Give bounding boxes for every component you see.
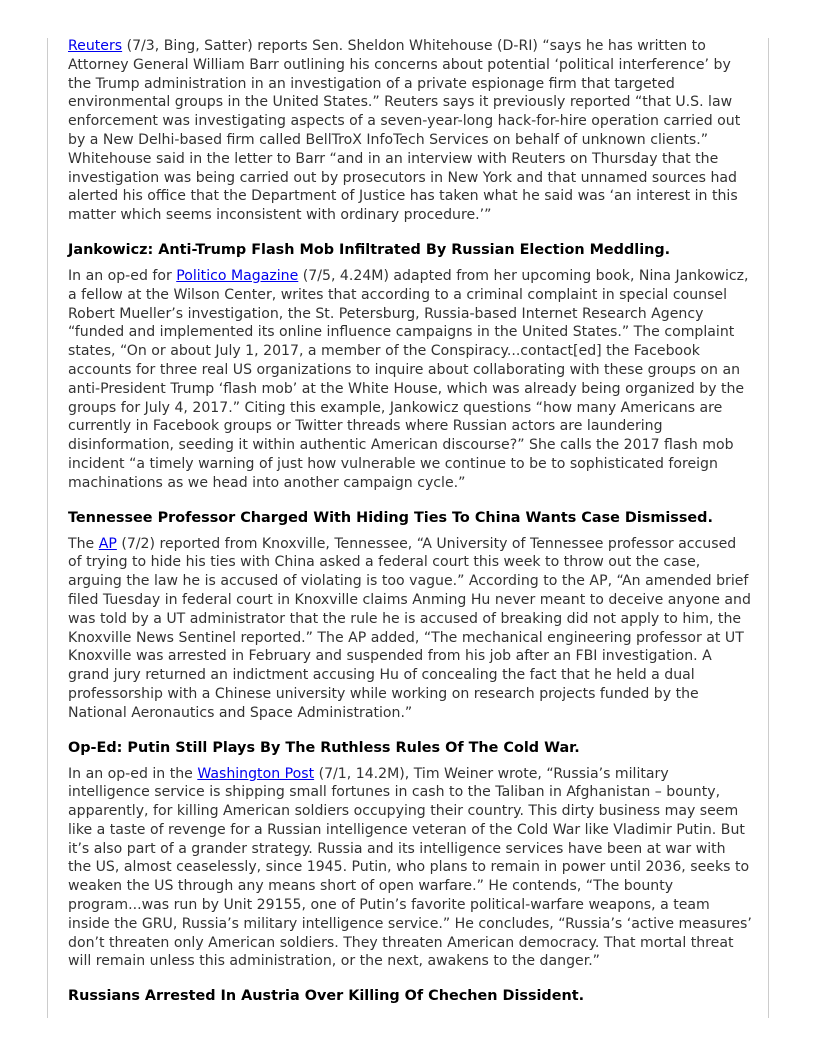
right-margin-rule (768, 38, 769, 1018)
article-body-putin-oped (68, 765, 752, 972)
article-body-jankowicz (68, 267, 752, 493)
article-text: (7/2) reported from Knoxville, Tennessee, “A University of Tennessee professor accused of trying to hide his ties with China asked a federal court this week to throw out the case, arguing the law he is accused of violating is too vague.” According to the AP, “An amended brief filed Tuesday in federal court in Knoxville claims Anming Hu never meant to deceive anyone and was told by a UT administrator that the rule he is accused of breaking did not apply to him, the Knoxville News Sentinel reported.” The AP added, “The mechanical engineering professor at UT Knoxville was arrested in February and suspended from his job after an FBI investigation. A grand jury returned an indictment accusing Hu of concealing the fact that he held a dual professorship with a Chinese university while working on research projects funded by the National Aeronautics and Space Administration.” (68, 535, 751, 721)
headline-tennessee-professor: Tennessee Professor Charged With Hiding Ties To China Wants Case Dismissed. (68, 509, 713, 526)
article-text-lead: The (68, 535, 99, 552)
article-text-lead: In an op-ed for (68, 267, 177, 284)
article-text-lead: In an op-ed in the (68, 765, 198, 782)
source-link-ap[interactable]: AP (98, 535, 117, 552)
headline-jankowicz-flash-mob: Jankowicz: Anti-Trump Flash Mob Infiltrated By Russian Election Meddling. (68, 241, 671, 258)
article-text: (7/5, 4.24M) adapted from her upcoming book, Nina Jankowicz, a fellow at the Wilson Center, writes that according to a criminal complaint in special counsel Robert Mueller’s investigation, the St. Petersburg, Russia-based Internet Research Agency “funded and implemented its online influence campaigns in the United States.” The complaint states, “On or about July 1, 2017, a member of the Conspiracy...contact[ed] the Facebook accounts for three real US organizations to inquire about collaborating with these groups on an anti-President Trump ‘flash mob’ at the White House, which was already being organized by the groups for July 4, 2017.” Citing this example, Jankowicz questions “how many Americans are currently in Facebook groups or Twitter threads where Russian actors are laundering disinformation, seeding it within authentic American discourse?” She calls the 2017 flash mob incident “a timely warning of just how vulnerable we continue to be to sophisticated foreign machinations as we head into another campaign cycle.” (68, 267, 749, 491)
source-link-reuters[interactable]: Reuters (68, 38, 123, 54)
article-text: (7/3, Bing, Satter) reports Sen. Sheldon Whitehouse (D-RI) “says he has written to Attorney General William Barr outlining his concerns about potential ‘political interference’ by the Trump administration in an investigation of a private espionage firm that targeted environmental groups in the United States.” Reuters says it previously reported “that U.S. law enforcement was investigating aspects of a seven-year-long hack-for-hire operation carried out by a New Delhi-based firm called BellTroX InfoTech Services on behalf of unknown clients.” Whitehouse said in the letter to Barr “and in an interview with Reuters on Thursday that the investigation was being carried out by prosecutors in New York and that unnamed sources had alerted his office that the Department of Justice has taken what he said was ‘an interest in this matter which seems inconsistent with ordinary procedure.’” (68, 38, 741, 224)
headline-putin-cold-war: Op-Ed: Putin Still Plays By The Ruthless Rules Of The Cold War. (68, 739, 580, 756)
article-body-reuters-whitehouse (68, 37, 752, 225)
news-briefing-page (68, 37, 752, 1013)
article-body-tennessee-professor (68, 535, 752, 723)
headline-russians-arrested-austria: Russians Arrested In Austria Over Killing Of Chechen Dissident. (68, 988, 585, 1005)
article-text: (7/1, 14.2M), Tim Weiner wrote, “Russia’s military intelligence service is shipping small fortunes in cash to the Taliban in Afghanistan – bounty, apparently, for killing American soldiers occupying their country. This dirty business may seem like a taste of revenge for a Russian intelligence veteran of the Cold War like Vladimir Putin. But it’s also part of a grander strategy. Russia and its intelligence services have been at war with the US, almost ceaselessly, since 1945. Putin, who plans to remain in power until 2036, seeks to weaken the US through any means short of open warfare.” He contends, “The bounty program...was run by Unit 29155, one of Putin’s favorite political-warfare weapons, a team inside the GRU, Russia’s military intelligence service.” He concludes, “Russia’s ‘active measures’ don’t threaten only American soldiers. They threaten American democracy. That mortal threat will remain unless this administration, or the next, awakens to the danger.” (68, 765, 752, 970)
left-margin-rule (47, 38, 48, 1018)
source-link-politico-magazine[interactable]: Politico Magazine (176, 267, 299, 284)
source-link-washington-post[interactable]: Washington Post (197, 765, 315, 782)
